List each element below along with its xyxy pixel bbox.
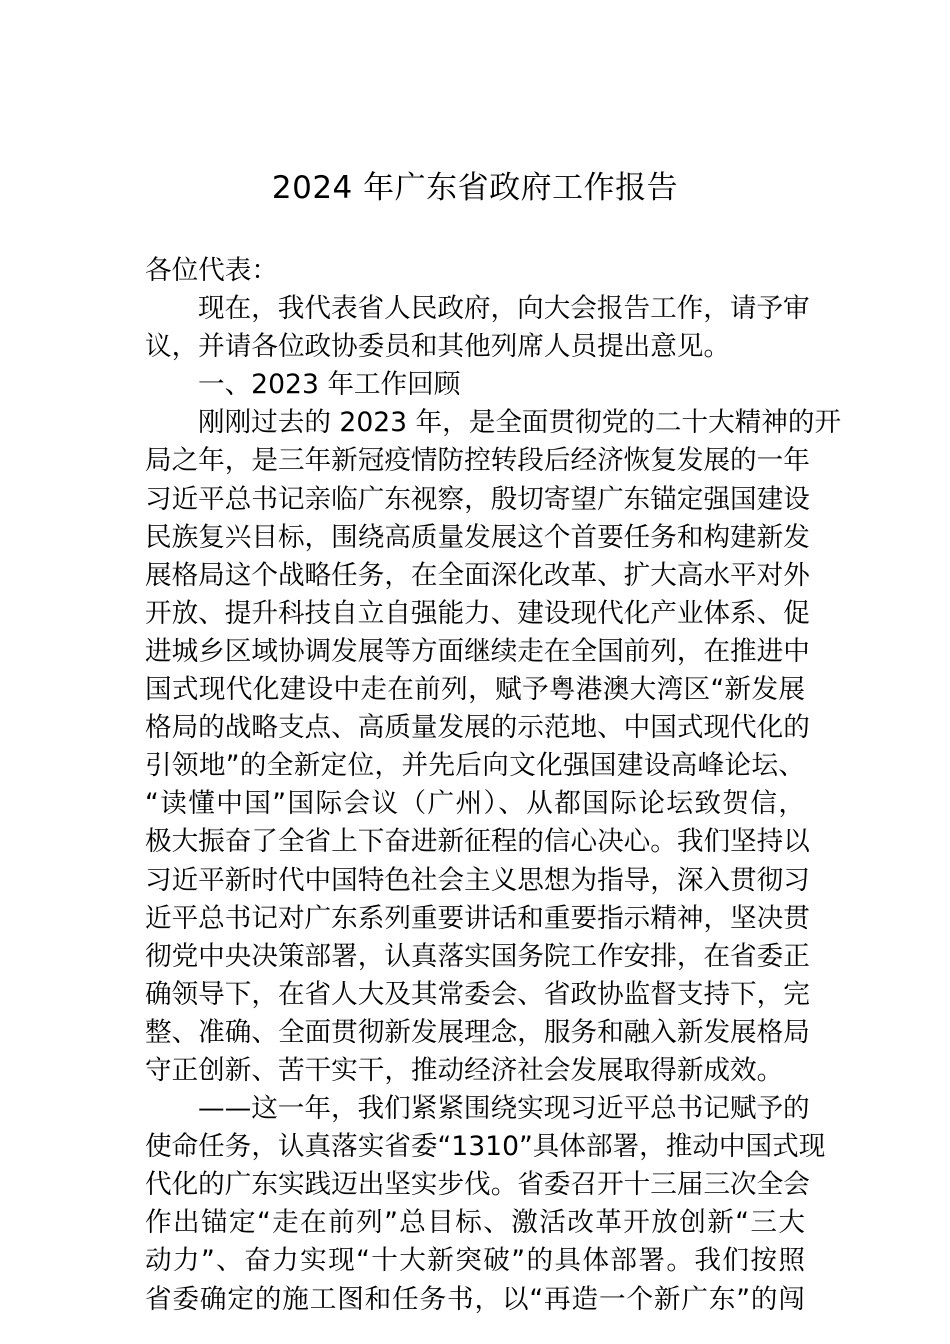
section-heading: 一、2023 年工作回顾 bbox=[198, 369, 461, 401]
paragraph-line: 使命任务，认真落实省委“1310”具体部署，推动中国式现 bbox=[145, 1131, 826, 1163]
paragraph-line: “读懂中国”国际会议（广州）、从都国际论坛致贺信， bbox=[145, 788, 805, 820]
paragraph-line: 民族复兴目标，围绕高质量发展这个首要任务和构建新发 bbox=[145, 521, 810, 553]
paragraph-line: 近平总书记对广东系列重要讲话和重要指示精神，坚决贯 bbox=[145, 902, 810, 934]
intro-line: 议，并请各位政协委员和其他列席人员提出意见。 bbox=[145, 331, 731, 363]
paragraph-line: 彻党中央决策部署，认真落实国务院工作安排，在省委正 bbox=[145, 940, 810, 972]
paragraph-line: 引领地”的全新定位，并先后向文化强国建设高峰论坛、 bbox=[145, 750, 805, 782]
paragraph-line: 动力”、奋力实现“十大新突破”的具体部署。我们按照 bbox=[145, 1245, 805, 1277]
paragraph-line: 作出锚定“走在前列”总目标、激活改革开放创新“三大 bbox=[145, 1207, 805, 1239]
paragraph-line: ——这一年，我们紧紧围绕实现习近平总书记赋予的 bbox=[198, 1093, 810, 1125]
paragraph-line: 确领导下，在省人大及其常委会、省政协监督支持下，完 bbox=[145, 978, 810, 1010]
paragraph-line: 整、准确、全面贯彻新发展理念，服务和融入新发展格局 bbox=[145, 1016, 810, 1048]
paragraph-line: 刚刚过去的 2023 年，是全面贯彻党的二十大精神的开 bbox=[198, 407, 842, 439]
paragraph-line: 国式现代化建设中走在前列，赋予粤港澳大湾区“新发展 bbox=[145, 674, 805, 706]
paragraph-line: 极大振奋了全省上下奋进新征程的信心决心。我们坚持以 bbox=[145, 826, 810, 858]
paragraph-line: 开放、提升科技自立自强能力、建设现代化产业体系、促 bbox=[145, 597, 810, 629]
paragraph-line: 展格局这个战略任务，在全面深化改革、扩大高水平对外 bbox=[145, 559, 810, 591]
salutation: 各位代表： bbox=[145, 255, 278, 286]
paragraph-line: 进城乡区域协调发展等方面继续走在全国前列，在推进中 bbox=[145, 635, 810, 667]
document-title: 2024 年广东省政府工作报告 bbox=[271, 170, 679, 206]
paragraph-line: 格局的战略支点、高质量发展的示范地、中国式现代化的 bbox=[145, 712, 810, 744]
paragraph-line: 省委确定的施工图和任务书，以“再造一个新广东”的闯 bbox=[145, 1283, 805, 1315]
paragraph-line: 守正创新、苦干实干，推动经济社会发展取得新成效。 bbox=[145, 1054, 784, 1086]
paragraph-line: 局之年，是三年新冠疫情防控转段后经济恢复发展的一年 bbox=[145, 445, 810, 477]
intro-line: 现在，我代表省人民政府，向大会报告工作，请予审 bbox=[198, 293, 810, 325]
paragraph-line: 代化的广东实践迈出坚实步伐。省委召开十三届三次全会 bbox=[145, 1169, 810, 1201]
paragraph-line: 习近平总书记亲临广东视察，殷切寄望广东锚定强国建设 bbox=[145, 483, 810, 515]
document-body bbox=[145, 252, 842, 1319]
paragraph-line: 习近平新时代中国特色社会主义思想为指导，深入贯彻习 bbox=[145, 864, 810, 896]
